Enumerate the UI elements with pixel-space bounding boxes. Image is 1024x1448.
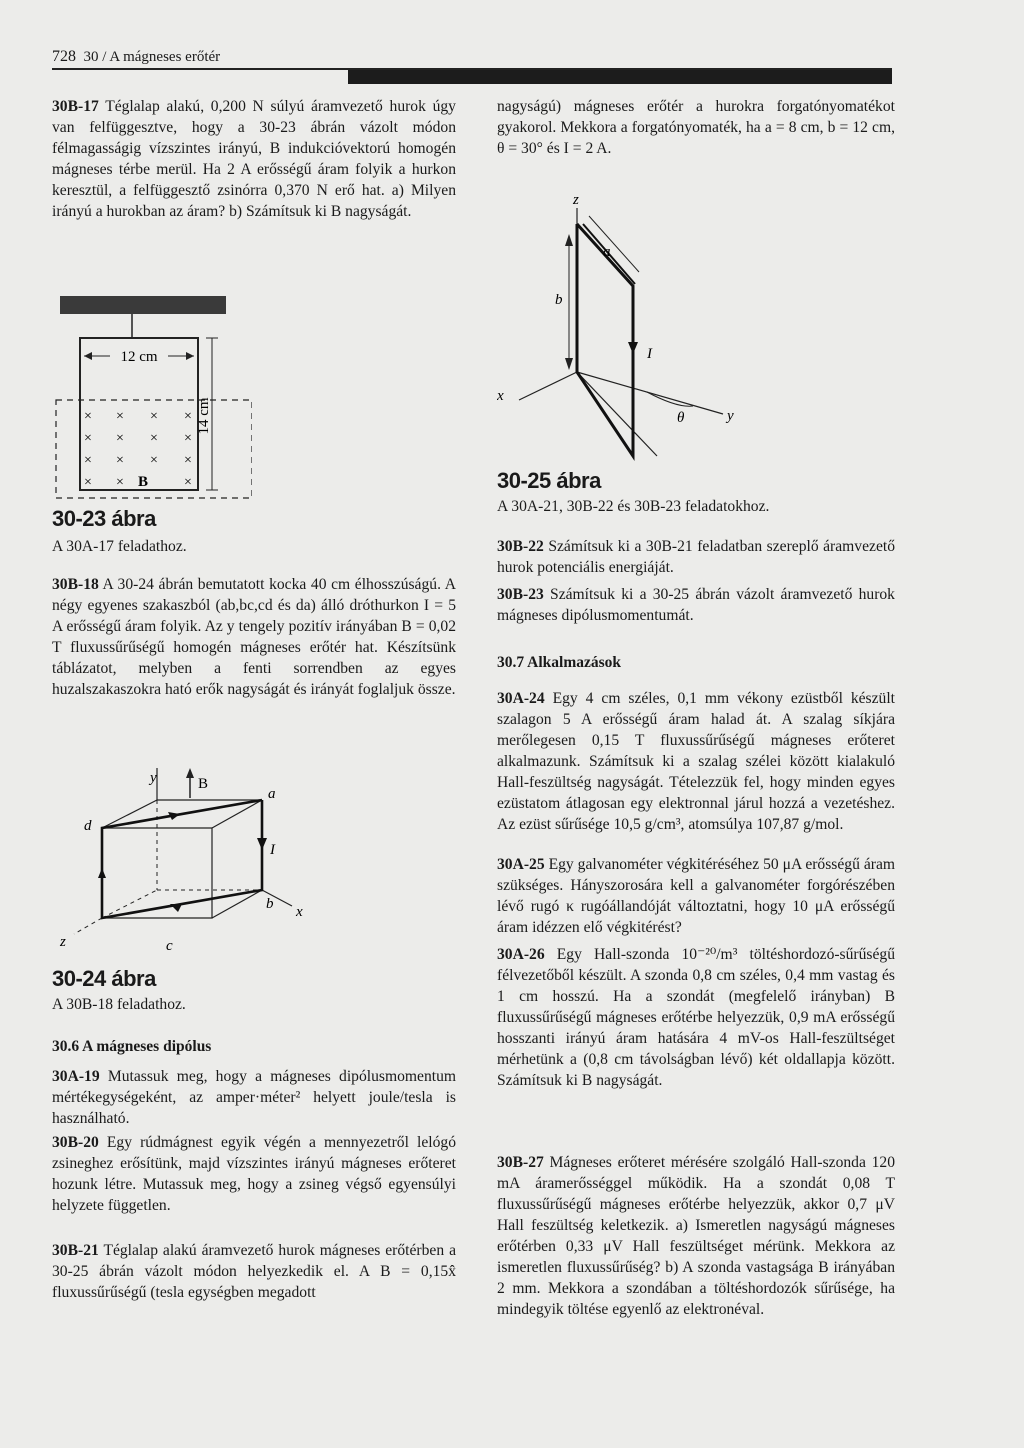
label-b: b — [555, 292, 563, 308]
label-a: a — [603, 244, 611, 260]
figure-caption: A 30A-17 feladathoz. — [52, 538, 187, 555]
problem-30B-22 — [497, 536, 895, 578]
cross-mark: × — [184, 431, 192, 446]
label-a: a — [268, 786, 276, 802]
problem-text: Téglalap alakú, 0,200 N súlyú áramvezető hurok úgy van felfüggesztve, hogy a 30-23 ábrán vázolt módon félmagasságig vízszintes irányú, B indukcióvektorú homogén mágneses térbe merül. Ha 2 A erősségű áram folyik a hurkon keresztül, a felfüggesztő zsinórra 0,370 N erő hat. a) Milyen irányú a hurokban az áram? b) Számítsuk ki B nagyságát. — [52, 98, 456, 220]
problem-number: 30B-22 — [497, 538, 544, 555]
problem-number: 30A-25 — [497, 856, 545, 873]
current-arrowhead — [98, 868, 106, 878]
problem-number: 30B-17 — [52, 98, 99, 115]
section-heading-30-6: 30.6 A mágneses dipólus — [52, 1038, 212, 1055]
cross-mark: × — [84, 409, 92, 424]
cross-mark: × — [116, 453, 124, 468]
cross-mark: × — [84, 431, 92, 446]
problem-30B-18 — [52, 574, 456, 700]
figure-30-23-drawing — [52, 296, 252, 506]
problem-30B-17 — [52, 96, 456, 222]
problem-30B-27 — [497, 1152, 895, 1320]
field-label-B: B — [138, 474, 149, 490]
problem-30B-23 — [497, 584, 895, 626]
arrowhead — [565, 358, 573, 370]
label-d: d — [84, 818, 92, 834]
problem-30A-24 — [497, 688, 895, 835]
problem-text: nagyságú) mágneses erőtér a hurokra forgatónyomatékot gyakorol. Mekkora a forgatónyomaték, ha a = 8 cm, b = 12 cm, θ = 30° és I = 2 A. — [497, 98, 895, 157]
figure-caption: A 30A-21, 30B-22 és 30B-23 feladatokhoz. — [497, 498, 770, 515]
cross-mark: × — [84, 453, 92, 468]
problem-number: 30A-19 — [52, 1068, 100, 1085]
figure-title: 30-25 ábra — [497, 468, 601, 493]
ceiling-bar — [60, 296, 226, 314]
problem-30A-26 — [497, 944, 895, 1091]
cross-mark: × — [116, 431, 124, 446]
cross-mark: × — [150, 409, 158, 424]
label-z: z — [60, 934, 66, 950]
problem-30B-21 — [52, 1240, 456, 1303]
problem-number: 30A-26 — [497, 946, 545, 963]
height-label: 14 cm — [196, 397, 212, 435]
left-column — [52, 96, 456, 1096]
cross-mark: × — [150, 453, 158, 468]
label-I: I — [647, 346, 652, 362]
current-arrowhead — [257, 838, 267, 850]
problem-number: 30B-20 — [52, 1134, 99, 1151]
cross-mark: × — [184, 409, 192, 424]
label-theta: θ — [677, 410, 685, 426]
problem-text: Téglalap alakú áramvezető hurok mágneses erőtérben a 30-25 ábrán vázolt módon helyezkedik el. A B = 0,15x̂ fluxussűrűségű (tesla egységben megadott — [52, 1242, 456, 1301]
problem-30A-25 — [497, 854, 895, 938]
problem-30A-19 — [52, 1066, 456, 1129]
label-z: z — [573, 194, 579, 208]
wire-loop — [102, 800, 262, 918]
problem-text: Számítsuk ki a 30-25 ábrán vázolt áramvezető hurok mágneses dipólusmomentumát. — [497, 586, 895, 624]
right-column — [497, 96, 895, 1426]
cross-mark: × — [184, 475, 192, 490]
problem-text: Mágneses erőteret mérésére szolgáló Hall-szonda 120 mA áramerősséggel működik. Ha a szondát 0,08 T fluxussűrűségű mágneses erőtérbe helyezzük, akkor 0,7 μV Hall feszültség keletkezik. a) Ismeretlen nagyságú mágneses erőtérben 0,33 μV Hall feszültséget mérünk. Mekkora az ismeretlen fluxussűrűség? b) A szonda vastagsága B irányában 2 mm. Mekkora a szondában a töltéshordozók sűrűsége, ha mindegyik töltése egyenlő az elektronéval. — [497, 1154, 895, 1318]
width-label: 12 cm — [120, 349, 158, 365]
running-title: 30 / A mágneses erőtér — [83, 49, 221, 65]
label-x: x — [497, 388, 504, 404]
label-I: I — [270, 842, 275, 858]
cross-mark: × — [116, 475, 124, 490]
figure-30-24 — [52, 768, 456, 1018]
loop-projection — [577, 372, 657, 456]
figure-30-23 — [52, 296, 456, 556]
problem-30B-20 — [52, 1132, 456, 1216]
problem-text: Számítsuk ki a 30B-21 feladatban szereplő áramvezető hurok potenciális energiáját. — [497, 538, 895, 576]
problem-text: Egy galvanométer végkitéréséhez 50 μA erősségű áram szükséges. Hányszorosára kell a galvanométer forgórészében lévő rugó κ rugóállandóját változtatni, hogy 10 μA erősségű áram idézzen elő végkitérést? — [497, 856, 895, 936]
z-axis — [74, 918, 102, 934]
cross-mark: × — [84, 475, 92, 490]
label-y: y — [150, 770, 157, 786]
header-bar — [348, 70, 892, 84]
label-b: b — [266, 896, 274, 912]
problem-text: Mutassuk meg, hogy a mágneses dipólusmomentum mértékegységeként, az amper·méter² helyett joule/tesla is használható. — [52, 1068, 456, 1127]
cross-mark: × — [184, 453, 192, 468]
field-arrowhead — [186, 768, 194, 778]
page-number: 728 — [52, 48, 76, 65]
problem-text: Egy 4 cm széles, 0,1 mm vékony ezüstből készült szalagon 5 A erősségű áram halad át. A szalag síkjára merőlegesen 0,15 T fluxussűrűségű mágneses erőteret alkalmazunk. Számítsuk ki a szalag szélei között kialakuló Hall-feszültség nagyságát. Tételezzük fel, hogy minden egyes ezüstatom átlagosan egy elektronnal járul hozzá a vezetéshez. Az ezüst sűrűsége 10,5 g/cm³, atomsúlya 107,87 g/mol. — [497, 690, 896, 833]
arrowhead-left — [84, 352, 92, 360]
figure-title: 30-23 ábra — [52, 506, 156, 531]
figure-caption: A 30B-18 feladathoz. — [52, 996, 186, 1013]
section-heading-30-7: 30.7 Alkalmazások — [497, 654, 622, 671]
problem-30B-21-continued — [497, 96, 895, 159]
problem-number: 30A-24 — [497, 690, 545, 707]
figure-30-25-drawing — [497, 194, 797, 464]
y-axis — [577, 372, 723, 414]
left-column-lower — [52, 1066, 456, 1426]
current-arrowhead — [170, 904, 182, 912]
label-y: y — [727, 408, 734, 424]
figure-30-24-drawing — [52, 768, 312, 968]
problem-text: A 30-24 ábrán bemutatott kocka 40 cm élhosszúságú. A négy egyenes szakaszból (ab,bc,cd és da) álló dróthurkon I = 5 A erősségű áram folyik. Az y tengely pozitív irányában B = 0,02 T fluxussűrűségű homogén mágneses erőtér hat. Készítsünk táblázatot, melyben a fenti sorrendben az egyes huzalszakaszokra ható erők nagyságát és irányát foglaljuk össze. — [52, 576, 456, 698]
x-axis — [519, 372, 577, 400]
arrowhead-right — [186, 352, 194, 360]
problem-number: 30B-27 — [497, 1154, 544, 1171]
problem-number: 30B-18 — [52, 576, 99, 593]
label-B: B — [198, 776, 209, 792]
cross-mark: × — [116, 409, 124, 424]
problem-text: Egy Hall-szonda 10⁻²⁰/m³ töltéshordozó-sűrűségű félvezetőből készült. A szonda 0,8 cm széles, 0,4 mm vastag és 1 cm hosszú. Ha a szondát (megfelelő irányban) B fluxussűrűségű mágneses erőtérbe helyezzük, 0,9 mA erősségű hosszanti irányú áram hatására 4 mV-os Hall-feszültséget mérhetünk a (0,8 cm távolságban lévő) két oldallapja között. Számítsuk ki B nagyságát. — [497, 946, 895, 1089]
current-arrowhead — [628, 342, 638, 354]
problem-text: Egy rúdmágnest egyik végén a mennyezetről lelógó zsineghez erősítünk, majd vízszintes irányú mágneses erőteret hozunk létre. Mutassuk meg, hogy a zsineg végső egyensúlyi helyzete független. — [52, 1134, 456, 1214]
label-c: c — [166, 938, 173, 954]
header-text — [52, 48, 220, 66]
cross-mark: × — [150, 431, 158, 446]
label-x: x — [296, 904, 303, 920]
problem-number: 30B-23 — [497, 586, 544, 603]
page-header — [52, 44, 892, 84]
problem-number: 30B-21 — [52, 1242, 99, 1259]
arrowhead — [565, 234, 573, 246]
figure-title: 30-24 ábra — [52, 966, 156, 991]
